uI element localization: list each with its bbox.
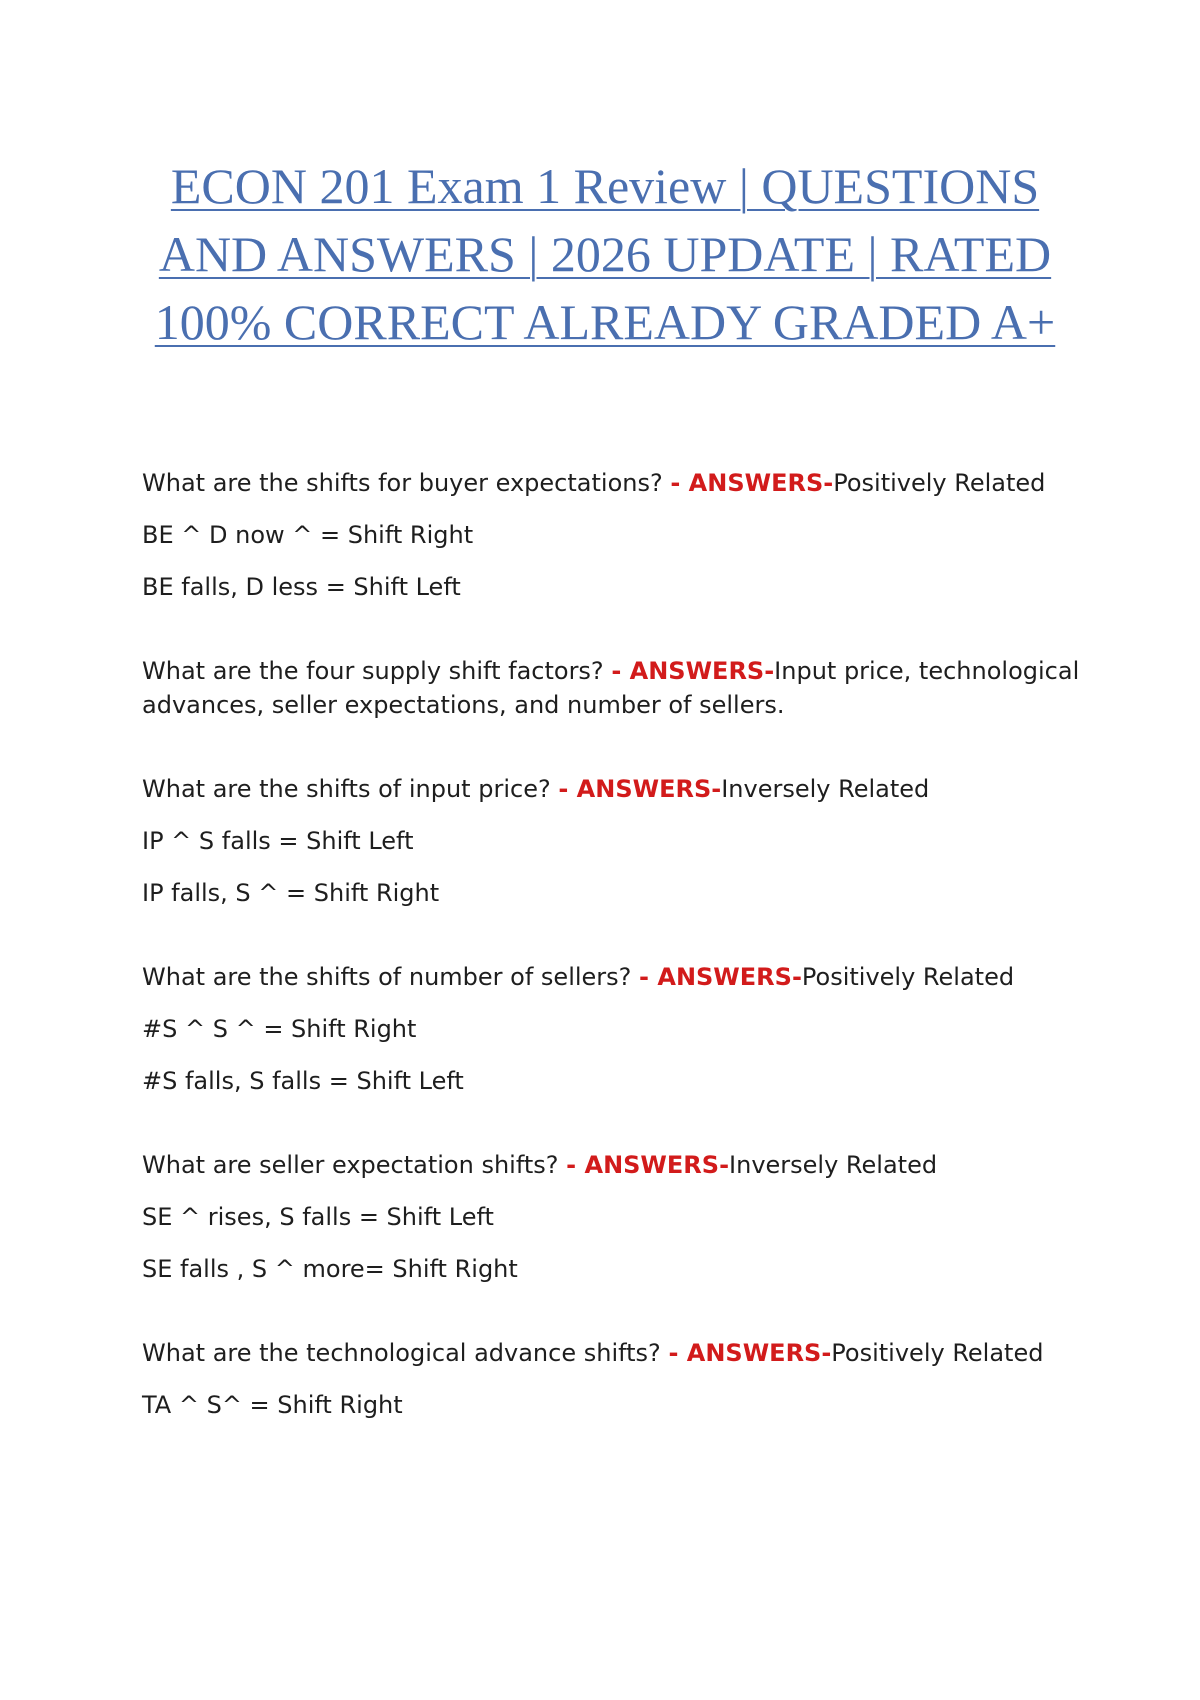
qa-list bbox=[142, 466, 1102, 1472]
qa-question-line bbox=[142, 466, 1102, 500]
answers-marker: - ANSWERS- bbox=[668, 1339, 832, 1367]
answers-marker: - ANSWERS- bbox=[670, 469, 834, 497]
answer-detail-line: SE falls , S ^ more= Shift Right bbox=[142, 1255, 518, 1283]
document-title-link[interactable]: ECON 201 Exam 1 Review | QUESTIONS AND ANSWERS | 2026 UPDATE | RATED 100% CORRECT ALREADY GRADED A+ bbox=[154, 158, 1056, 350]
answer-text: Inversely Related bbox=[721, 775, 930, 803]
answers-marker: - ANSWERS- bbox=[611, 657, 775, 685]
answer-text: Inversely Related bbox=[729, 1151, 938, 1179]
question-text: What are the four supply shift factors? bbox=[142, 657, 604, 685]
answers-marker: - ANSWERS- bbox=[639, 963, 802, 991]
qa-question-line bbox=[142, 1148, 1102, 1182]
qa-question-line bbox=[142, 654, 1102, 722]
answer-detail-line: #S ^ S ^ = Shift Right bbox=[142, 1015, 417, 1043]
answer-detail-line: IP ^ S falls = Shift Left bbox=[142, 827, 414, 855]
answer-detail-line: BE ^ D now ^ = Shift Right bbox=[142, 521, 474, 549]
answer-detail-line: IP falls, S ^ = Shift Right bbox=[142, 879, 440, 907]
qa-question-line bbox=[142, 1336, 1102, 1370]
qa-item-input-price bbox=[142, 772, 1102, 910]
answer-text: Positively Related bbox=[801, 963, 1015, 991]
answer-detail-line: TA ^ S^ = Shift Right bbox=[142, 1391, 403, 1419]
answers-marker: - ANSWERS- bbox=[558, 775, 722, 803]
answer-text: Input price, technological advances, seller expectations, and number of sellers. bbox=[142, 657, 1080, 719]
answers-marker: - ANSWERS- bbox=[566, 1151, 730, 1179]
qa-item-technological-advance bbox=[142, 1336, 1102, 1422]
qa-item-buyer-expectations bbox=[142, 466, 1102, 604]
answer-text: Positively Related bbox=[833, 469, 1046, 497]
question-text: What are the shifts of number of sellers? bbox=[142, 963, 632, 991]
question-text: What are seller expectation shifts? bbox=[142, 1151, 559, 1179]
qa-item-seller-expectations bbox=[142, 1148, 1102, 1286]
answer-detail-line: BE falls, D less = Shift Left bbox=[142, 573, 461, 601]
document-title[interactable] bbox=[140, 152, 1070, 356]
answer-detail-line: SE ^ rises, S falls = Shift Left bbox=[142, 1203, 494, 1231]
qa-question-line bbox=[142, 772, 1102, 806]
answer-detail-line: #S falls, S falls = Shift Left bbox=[142, 1067, 464, 1095]
question-text: What are the technological advance shifts? bbox=[142, 1339, 661, 1367]
answer-text: Positively Related bbox=[831, 1339, 1044, 1367]
qa-question-line bbox=[142, 960, 1102, 994]
qa-item-supply-shift-factors bbox=[142, 654, 1102, 722]
question-text: What are the shifts for buyer expectations? bbox=[142, 469, 663, 497]
qa-item-number-of-sellers bbox=[142, 960, 1102, 1098]
question-text: What are the shifts of input price? bbox=[142, 775, 551, 803]
